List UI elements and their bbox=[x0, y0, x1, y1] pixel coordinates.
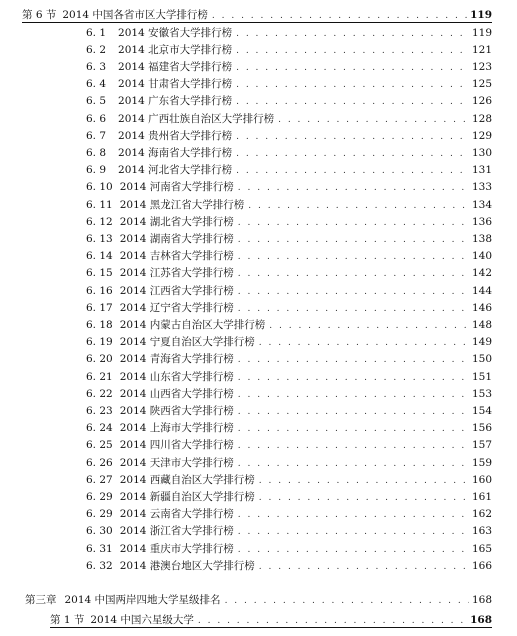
toc-entry-title: 2014 福建省大学排行榜 bbox=[118, 60, 233, 73]
toc-entry[interactable] bbox=[86, 422, 492, 436]
toc-leader-dots bbox=[236, 45, 469, 58]
toc-entry[interactable] bbox=[86, 319, 492, 333]
toc-leader-dots bbox=[236, 96, 469, 109]
toc-entry-number: 6. 29 bbox=[86, 490, 113, 503]
toc-entry[interactable] bbox=[86, 130, 492, 144]
toc-page-number: 166 bbox=[471, 559, 492, 572]
toc-entry-title: 2014 广东省大学排行榜 bbox=[118, 95, 233, 108]
toc-entry-title: 2014 河北省大学排行榜 bbox=[118, 164, 233, 177]
toc-page-number: 154 bbox=[471, 404, 492, 417]
toc-leader-dots bbox=[238, 389, 469, 402]
toc-leader-dots bbox=[238, 423, 469, 436]
toc-section-1[interactable] bbox=[50, 614, 492, 628]
toc-entry[interactable] bbox=[86, 27, 492, 41]
toc-page-number: 131 bbox=[471, 164, 492, 177]
toc-entry-number: 6. 19 bbox=[86, 336, 113, 349]
toc-leader-dots bbox=[238, 217, 469, 230]
toc-entry-number: 6. 12 bbox=[86, 215, 113, 228]
toc-page-number: 150 bbox=[471, 353, 492, 366]
toc-page-number: 168 bbox=[471, 594, 492, 606]
toc-leader-dots bbox=[259, 561, 469, 574]
toc-entry-title: 2014 江苏省大学排行榜 bbox=[119, 267, 234, 280]
toc-entry-number: 6. 16 bbox=[86, 284, 113, 297]
toc-entry[interactable] bbox=[86, 491, 492, 505]
toc-entry[interactable] bbox=[86, 457, 492, 471]
toc-page-number: 161 bbox=[471, 490, 492, 503]
toc-entry[interactable] bbox=[86, 267, 492, 281]
toc-entry-number: 6. 11 bbox=[86, 198, 113, 211]
toc-leader-dots bbox=[238, 509, 469, 522]
toc-leader-dots bbox=[238, 440, 469, 453]
toc-entry[interactable] bbox=[86, 336, 492, 350]
toc-leader-dots bbox=[238, 286, 469, 299]
toc-entry-title: 2014 山东省大学排行榜 bbox=[119, 370, 234, 383]
toc-page-number: 149 bbox=[471, 336, 492, 349]
toc-page-number: 151 bbox=[471, 370, 492, 383]
toc-entry[interactable] bbox=[86, 164, 492, 178]
toc-leader-dots bbox=[259, 475, 469, 488]
toc-entry-number: 6. 3 bbox=[86, 60, 107, 73]
toc-leader-dots bbox=[259, 337, 469, 350]
toc-section-underline bbox=[22, 22, 492, 23]
toc-entry[interactable] bbox=[86, 181, 492, 195]
toc-entry-title: 2014 云南省大学排行榜 bbox=[119, 508, 234, 521]
toc-page-number: 142 bbox=[471, 267, 492, 280]
toc-section-number: 第 6 节 bbox=[22, 9, 57, 21]
toc-entry[interactable] bbox=[86, 371, 492, 385]
toc-leader-dots bbox=[236, 79, 469, 92]
toc-entry-title: 2014 陕西省大学排行榜 bbox=[119, 404, 234, 417]
toc-entry[interactable] bbox=[86, 233, 492, 247]
toc-entry-title: 2014 湖北省大学排行榜 bbox=[119, 215, 234, 228]
toc-entry[interactable] bbox=[86, 199, 492, 213]
toc-page-number: 126 bbox=[471, 95, 492, 108]
toc-entry[interactable] bbox=[86, 78, 492, 92]
toc-leader-dots bbox=[278, 114, 469, 127]
toc-leader-dots bbox=[238, 303, 469, 316]
toc-leader-dots bbox=[225, 595, 469, 608]
toc-page-number: 121 bbox=[471, 43, 492, 56]
toc-entry-number: 6. 22 bbox=[86, 387, 113, 400]
toc-entry-number: 6. 2 bbox=[86, 43, 107, 56]
toc-page-number: 168 bbox=[470, 614, 492, 626]
toc-entry[interactable] bbox=[86, 302, 492, 316]
toc-entry[interactable] bbox=[86, 439, 492, 453]
toc-entry[interactable] bbox=[86, 61, 492, 75]
toc-entry-title: 2014 甘肃省大学排行榜 bbox=[118, 78, 233, 91]
toc-page-number: 159 bbox=[471, 456, 492, 469]
toc-entry-number: 6. 24 bbox=[86, 422, 113, 435]
toc-entry[interactable] bbox=[86, 508, 492, 522]
toc-page-number: 153 bbox=[471, 387, 492, 400]
toc-page-number: 134 bbox=[471, 198, 492, 211]
toc-page-number: 144 bbox=[471, 284, 492, 297]
toc-entry[interactable] bbox=[86, 474, 492, 488]
toc-entry-title: 2014 辽宁省大学排行榜 bbox=[119, 301, 234, 314]
toc-page-number: 119 bbox=[471, 26, 492, 39]
toc-leader-dots bbox=[238, 354, 469, 367]
toc-leader-dots bbox=[236, 28, 469, 41]
toc-entry-title: 2014 江西省大学排行榜 bbox=[119, 284, 234, 297]
toc-entry-number: 6. 4 bbox=[86, 78, 107, 91]
toc-entry-title: 2014 吉林省大学排行榜 bbox=[119, 250, 234, 263]
toc-entry-title: 2014 河南省大学排行榜 bbox=[119, 181, 234, 194]
toc-leader-dots bbox=[248, 200, 469, 213]
toc-page-number: 123 bbox=[471, 60, 492, 73]
toc-entry[interactable] bbox=[86, 95, 492, 109]
toc-entry[interactable] bbox=[86, 405, 492, 419]
toc-entry-title: 2014 安徽省大学排行榜 bbox=[118, 26, 233, 39]
toc-entry[interactable] bbox=[86, 353, 492, 367]
toc-entry-title: 2014 山西省大学排行榜 bbox=[119, 387, 234, 400]
toc-entry-number: 6. 8 bbox=[86, 146, 107, 159]
toc-page-number: 162 bbox=[471, 508, 492, 521]
toc-page-number: 148 bbox=[471, 318, 492, 331]
toc-entry[interactable] bbox=[86, 44, 492, 58]
toc-page-number: 138 bbox=[471, 232, 492, 245]
toc-page-number: 129 bbox=[471, 129, 492, 142]
toc-leader-dots bbox=[269, 320, 469, 333]
toc-leader-dots bbox=[238, 526, 469, 539]
toc-entry-number: 6. 14 bbox=[86, 250, 113, 263]
toc-leader-dots bbox=[236, 62, 469, 75]
toc-section-title: 2014 中国六星级大学 bbox=[90, 614, 194, 626]
toc-entry-number: 6. 20 bbox=[86, 353, 113, 366]
toc-page-number: 157 bbox=[471, 439, 492, 452]
toc-entry-title: 2014 浙江省大学排行榜 bbox=[119, 525, 234, 538]
toc-leader-dots bbox=[238, 234, 469, 247]
toc-entry-number: 6. 1 bbox=[86, 26, 107, 39]
toc-entry-title: 2014 青海省大学排行榜 bbox=[119, 353, 234, 366]
toc-entry-number: 6. 10 bbox=[86, 181, 113, 194]
toc-entry-number: 6. 17 bbox=[86, 301, 113, 314]
toc-leader-dots bbox=[236, 131, 469, 144]
toc-section-title: 2014 中国各省市区大学排行榜 bbox=[62, 9, 208, 21]
toc-leader-dots bbox=[236, 165, 469, 178]
toc-entry-title: 2014 北京市大学排行榜 bbox=[118, 43, 233, 56]
toc-entry-title: 2014 内蒙古自治区大学排行榜 bbox=[119, 318, 266, 331]
toc-entry-title: 2014 重庆市大学排行榜 bbox=[119, 542, 234, 555]
toc-entry-title: 2014 上海市大学排行榜 bbox=[119, 422, 234, 435]
toc-page-number: 125 bbox=[471, 78, 492, 91]
toc-section-number: 第 1 节 bbox=[50, 614, 85, 626]
toc-entry-number: 6. 27 bbox=[86, 473, 113, 486]
toc-page-number: 130 bbox=[471, 146, 492, 159]
toc-entry-number: 6. 31 bbox=[86, 542, 113, 555]
toc-entry-title: 2014 贵州省大学排行榜 bbox=[118, 129, 233, 142]
toc-entry[interactable] bbox=[86, 216, 492, 230]
toc-leader-dots bbox=[238, 458, 469, 471]
toc-entry[interactable] bbox=[86, 388, 492, 402]
toc-chapter-title: 2014 中国两岸四地大学星级排名 bbox=[64, 594, 221, 606]
toc-entry-number: 6. 15 bbox=[86, 267, 113, 280]
toc-entry-title: 2014 港澳台地区大学排行榜 bbox=[119, 559, 255, 572]
toc-entry-number: 6. 30 bbox=[86, 525, 113, 538]
toc-entry-number: 6. 13 bbox=[86, 232, 113, 245]
toc-leader-dots bbox=[238, 372, 469, 385]
toc-page-number: 146 bbox=[471, 301, 492, 314]
toc-entry-number: 6. 21 bbox=[86, 370, 113, 383]
toc-page-number: 136 bbox=[471, 215, 492, 228]
toc-entry-number: 6. 9 bbox=[86, 164, 107, 177]
toc-entry-title: 2014 广西壮族自治区大学排行榜 bbox=[118, 112, 275, 125]
toc-leader-dots bbox=[236, 148, 469, 161]
toc-entry-title: 2014 黑龙江省大学排行榜 bbox=[119, 198, 245, 211]
toc-entry-number: 6. 18 bbox=[86, 318, 113, 331]
toc-entry-number: 6. 6 bbox=[86, 112, 107, 125]
toc-entry-title: 2014 天津市大学排行榜 bbox=[119, 456, 234, 469]
toc-entry-title: 2014 宁夏自治区大学排行榜 bbox=[119, 336, 255, 349]
toc-page-number: 128 bbox=[471, 112, 492, 125]
toc-entry[interactable] bbox=[86, 250, 492, 264]
toc-entry[interactable] bbox=[86, 525, 492, 539]
toc-leader-dots bbox=[238, 182, 469, 195]
toc-entry[interactable] bbox=[86, 285, 492, 299]
toc-leader-dots bbox=[238, 544, 469, 557]
toc-section-underline bbox=[50, 627, 492, 628]
toc-entry-title: 2014 西藏自治区大学排行榜 bbox=[119, 473, 255, 486]
toc-page-number: 160 bbox=[471, 473, 492, 486]
toc-leader-dots bbox=[238, 268, 469, 281]
toc-entry-title: 2014 湖南省大学排行榜 bbox=[119, 232, 234, 245]
toc-entry-number: 6. 7 bbox=[86, 129, 107, 142]
toc-page-number: 156 bbox=[471, 422, 492, 435]
toc-entry-number: 6. 25 bbox=[86, 439, 113, 452]
toc-page-number: 140 bbox=[471, 250, 492, 263]
toc-entry[interactable] bbox=[86, 113, 492, 127]
toc-entry-number: 6. 5 bbox=[86, 95, 107, 108]
toc-entry-title: 2014 四川省大学排行榜 bbox=[119, 439, 234, 452]
toc-entry[interactable] bbox=[86, 543, 492, 557]
toc-section-6[interactable] bbox=[22, 9, 492, 23]
toc-entry[interactable] bbox=[86, 147, 492, 161]
toc-entry-number: 6. 29 bbox=[86, 508, 113, 521]
toc-page-number: 119 bbox=[470, 9, 492, 21]
toc-entry-number: 6. 26 bbox=[86, 456, 113, 469]
toc-leader-dots bbox=[238, 406, 469, 419]
toc-chapter-3[interactable] bbox=[25, 594, 492, 608]
toc-entry-number: 6. 23 bbox=[86, 404, 113, 417]
toc-page-number: 163 bbox=[471, 525, 492, 538]
toc-page-number: 133 bbox=[471, 181, 492, 194]
toc-leader-dots bbox=[238, 251, 469, 264]
toc-entry-title: 2014 新疆自治区大学排行榜 bbox=[119, 490, 255, 503]
toc-entry-title: 2014 海南省大学排行榜 bbox=[118, 146, 233, 159]
toc-entry[interactable] bbox=[86, 560, 492, 574]
toc-entry-number: 6. 32 bbox=[86, 559, 113, 572]
toc-page-number: 165 bbox=[471, 542, 492, 555]
toc-chapter-number: 第三章 bbox=[25, 594, 57, 606]
toc-leader-dots bbox=[259, 492, 469, 505]
